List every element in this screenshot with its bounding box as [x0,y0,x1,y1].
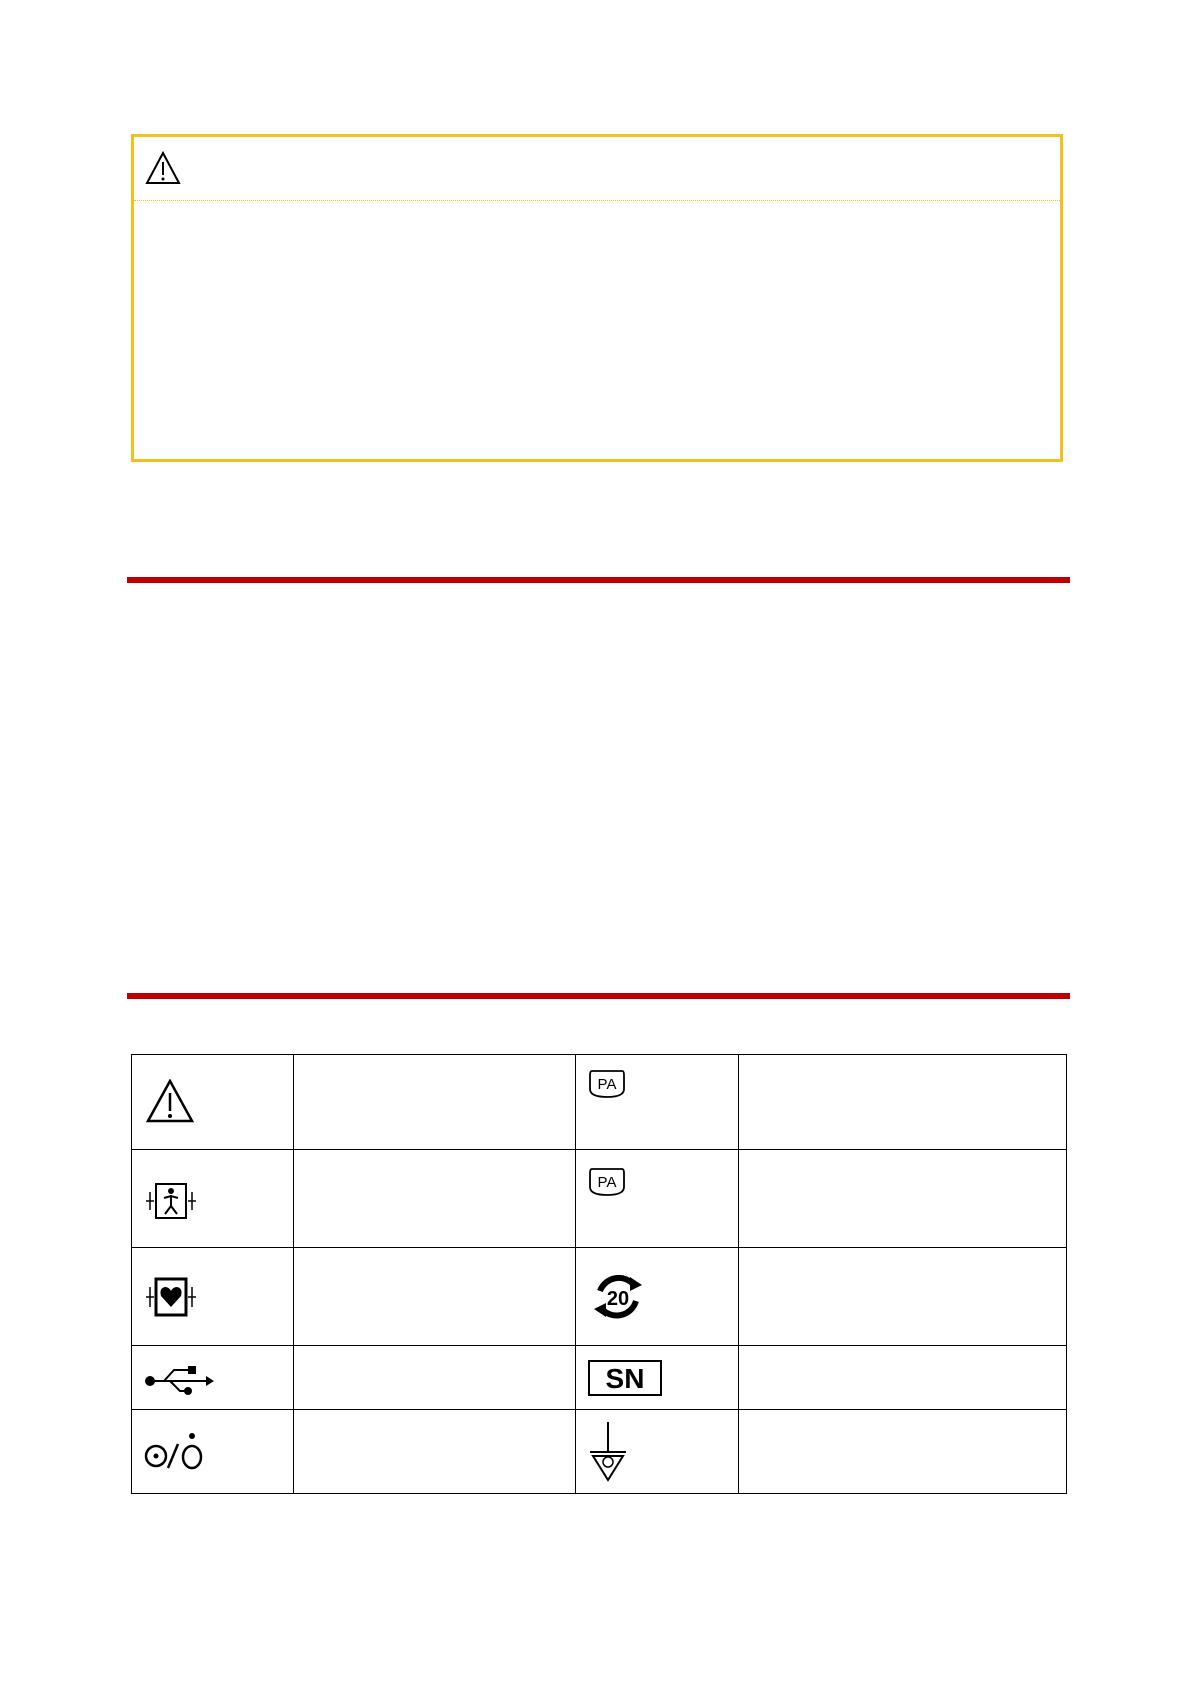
warning-header [134,137,1060,201]
symbol-cell [576,1346,739,1410]
serial-number-icon [588,1360,662,1396]
symbol-cell [132,1248,294,1346]
power-on-off-icon [144,1430,204,1474]
svg-text:20: 20 [606,1288,630,1310]
section-rule-bottom [127,993,1070,999]
symbol-cell [132,1150,294,1248]
description-cell [294,1150,576,1248]
equipotential-ground-icon [588,1422,628,1484]
symbol-cell [132,1410,294,1494]
symbol-cell [576,1055,739,1150]
warning-triangle-icon [145,151,181,185]
symbol-cell [576,1248,739,1346]
table-row [132,1150,1067,1248]
svg-text:PA: PA [597,1174,617,1191]
description-cell [739,1150,1067,1248]
type-bf-applied-part-icon [144,1180,198,1222]
svg-text:PA: PA [597,1076,617,1093]
description-cell [294,1055,576,1150]
symbol-cell [576,1410,739,1494]
description-cell [294,1346,576,1410]
table-row [132,1410,1067,1494]
pa-mark-icon [588,1167,626,1197]
section-rule-top [127,577,1070,583]
defibrillation-proof-type-cf-icon [144,1275,198,1319]
symbol-cell [132,1055,294,1150]
svg-text:SN: SN [605,1363,645,1394]
general-warning-icon [146,1079,194,1123]
table-row [132,1055,1067,1150]
description-cell [294,1248,576,1346]
symbol-cell [576,1150,739,1248]
table-row [132,1346,1067,1410]
description-cell [739,1055,1067,1150]
pa-mark-icon [588,1069,626,1099]
description-cell [739,1410,1067,1494]
environment-protection-20-icon [590,1271,646,1323]
table-row [132,1248,1067,1346]
symbol-table [131,1054,1067,1494]
description-cell [739,1248,1067,1346]
symbol-cell [132,1346,294,1410]
description-cell [739,1346,1067,1410]
description-cell [294,1410,576,1494]
warning-box [131,134,1063,462]
usb-icon [144,1362,216,1396]
